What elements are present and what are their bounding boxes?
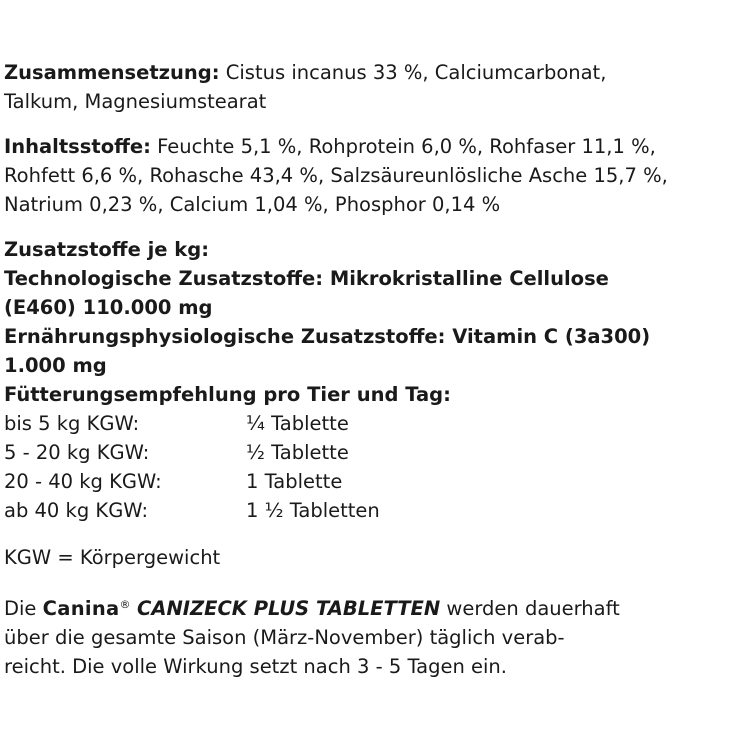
ingredients-text-line2: Rohfett 6,6 %, Rohasche 43,4 %, Salzsäureunlösliche Asche 15,7 %, [4,164,668,187]
ingredients-text-line3: Natrium 0,23 %, Calcium 1,04 %, Phosphor 0,14 % [4,193,501,216]
feeding-heading: Fütterungsempfehlung pro Tier und Tag: [4,383,451,406]
composition-text-line2: Talkum, Magnesiumstearat [4,90,267,113]
product-info-text [4,58,732,681]
composition-text-line1: Cistus incanus 33 %, Calciumcarbonat, [219,61,607,84]
feeding-row [4,467,732,496]
technological-additives-line1: Technologische Zusatzstoffe: Mikrokristalline Cellulose [4,267,609,290]
usage-text-line2: über die gesamte Saison (März-November) täglich verab- [4,626,565,649]
ingredients-section [4,132,732,219]
nutritional-additives-line2: 1.000 mg [4,354,107,377]
composition-label: Zusammensetzung: [4,61,220,84]
ingredients-label: Inhaltsstoffe: [4,135,151,158]
footnote: KGW = Körpergewicht [4,546,221,569]
registered-mark: ® [119,598,131,611]
product-name: CANIZECK PLUS TABLETTEN [137,597,441,620]
feeding-dose: ½ Tablette [246,441,349,464]
feeding-weight: 5 - 20 kg KGW: [4,441,150,464]
usage-section [4,590,732,681]
composition-section [4,58,732,116]
nutritional-additives-line1: Ernährungsphysiologische Zusatzstoffe: Vitamin C (3a300) [4,325,651,348]
ingredients-text-line1: Feuchte 5,1 %, Rohprotein 6,0 %, Rohfaser 11,1 %, [150,135,656,158]
feeding-dose: 1 Tablette [246,470,343,493]
additives-heading: Zusatzstoffe je kg: [4,238,210,261]
usage-prefix: Die [4,597,43,620]
technological-additives-line2: (E460) 110.000 mg [4,296,213,319]
feeding-weight: ab 40 kg KGW: [4,499,149,522]
feeding-weight: 20 - 40 kg KGW: [4,470,162,493]
feeding-dose: ¼ Tablette [246,412,349,435]
feeding-dose: 1 ½ Tabletten [246,499,380,522]
feeding-row [4,438,732,467]
brand-text: Canina [42,597,120,620]
feeding-row [4,496,732,525]
additives-section [4,235,732,409]
brand-name [43,597,131,620]
usage-text-line3: reicht. Die volle Wirkung setzt nach 3 - 5 Tagen ein. [4,655,507,678]
usage-text-line1: werden dauerhaft [440,597,620,620]
feeding-weight: bis 5 kg KGW: [4,412,140,435]
feeding-row [4,409,732,438]
feeding-table [4,409,732,525]
